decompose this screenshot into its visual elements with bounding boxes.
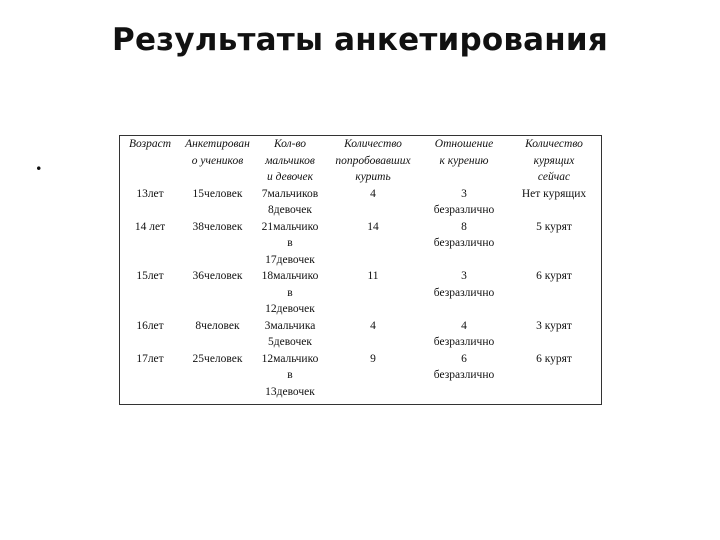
table-row	[120, 219, 601, 269]
cell-boys-girls: 18мальчико в 12девочек	[261, 270, 319, 315]
cell-surveyed: 15человек	[192, 187, 243, 200]
cell-attitude: 3 безразлично	[433, 270, 495, 299]
cell-tried-smoking: 14	[367, 220, 379, 233]
cell-age: 16лет	[136, 319, 164, 332]
cell-smoking-now: 5 курят	[536, 220, 572, 233]
cell-age: 15лет	[136, 270, 164, 282]
cell-age: 13лет	[136, 187, 164, 200]
cell-attitude: 6 безразлично	[433, 352, 495, 381]
cell-smoking-now: 3 курят	[536, 319, 572, 332]
cell-smoking-now: 6 курят	[536, 352, 572, 365]
cell-tried-smoking: 4	[370, 187, 376, 200]
cell-age: 14 лет	[134, 220, 166, 233]
table-row	[120, 186, 601, 219]
header-boys-girls: Кол-во мальчиков и девочек	[265, 138, 315, 183]
header-surveyed: Анкетирован о учеников	[185, 138, 250, 167]
header-smoking-now: Количество курящих сейчас	[525, 138, 583, 183]
header-tried-smoking: Количество попробовавших курить	[335, 138, 411, 183]
header-age: Возраст	[128, 138, 172, 150]
cell-boys-girls: 21мальчико в 17девочек	[261, 220, 319, 266]
bullet-mark: .	[36, 150, 42, 175]
cell-tried-smoking: 11	[367, 270, 379, 282]
cell-surveyed: 8человек	[195, 319, 240, 332]
table-row	[120, 318, 601, 351]
slide-title: Результаты анкетирования	[112, 22, 608, 58]
header-attitude: Отношение к курению	[434, 138, 494, 167]
survey-table	[120, 136, 601, 400]
cell-boys-girls: 3мальчика 5девочек	[264, 319, 316, 348]
cell-smoking-now: Нет курящих	[521, 187, 587, 200]
table-header-row	[120, 136, 601, 186]
cell-smoking-now: 6 курят	[536, 270, 572, 282]
cell-surveyed: 38человек	[192, 220, 243, 233]
cell-boys-girls: 7мальчиков 8девочек	[261, 187, 319, 216]
cell-tried-smoking: 9	[370, 352, 376, 365]
table-row	[120, 268, 601, 318]
cell-surveyed: 25человек	[192, 352, 243, 365]
cell-age: 17лет	[136, 352, 164, 365]
cell-surveyed: 36человек	[192, 270, 243, 282]
table-row	[120, 351, 601, 401]
cell-tried-smoking: 4	[370, 319, 376, 332]
cell-boys-girls: 12мальчико в 13девочек	[261, 352, 319, 398]
cell-attitude: 3 безразлично	[433, 187, 495, 216]
cell-attitude: 8 безразлично	[433, 220, 495, 249]
cell-attitude: 4 безразлично	[433, 319, 495, 348]
